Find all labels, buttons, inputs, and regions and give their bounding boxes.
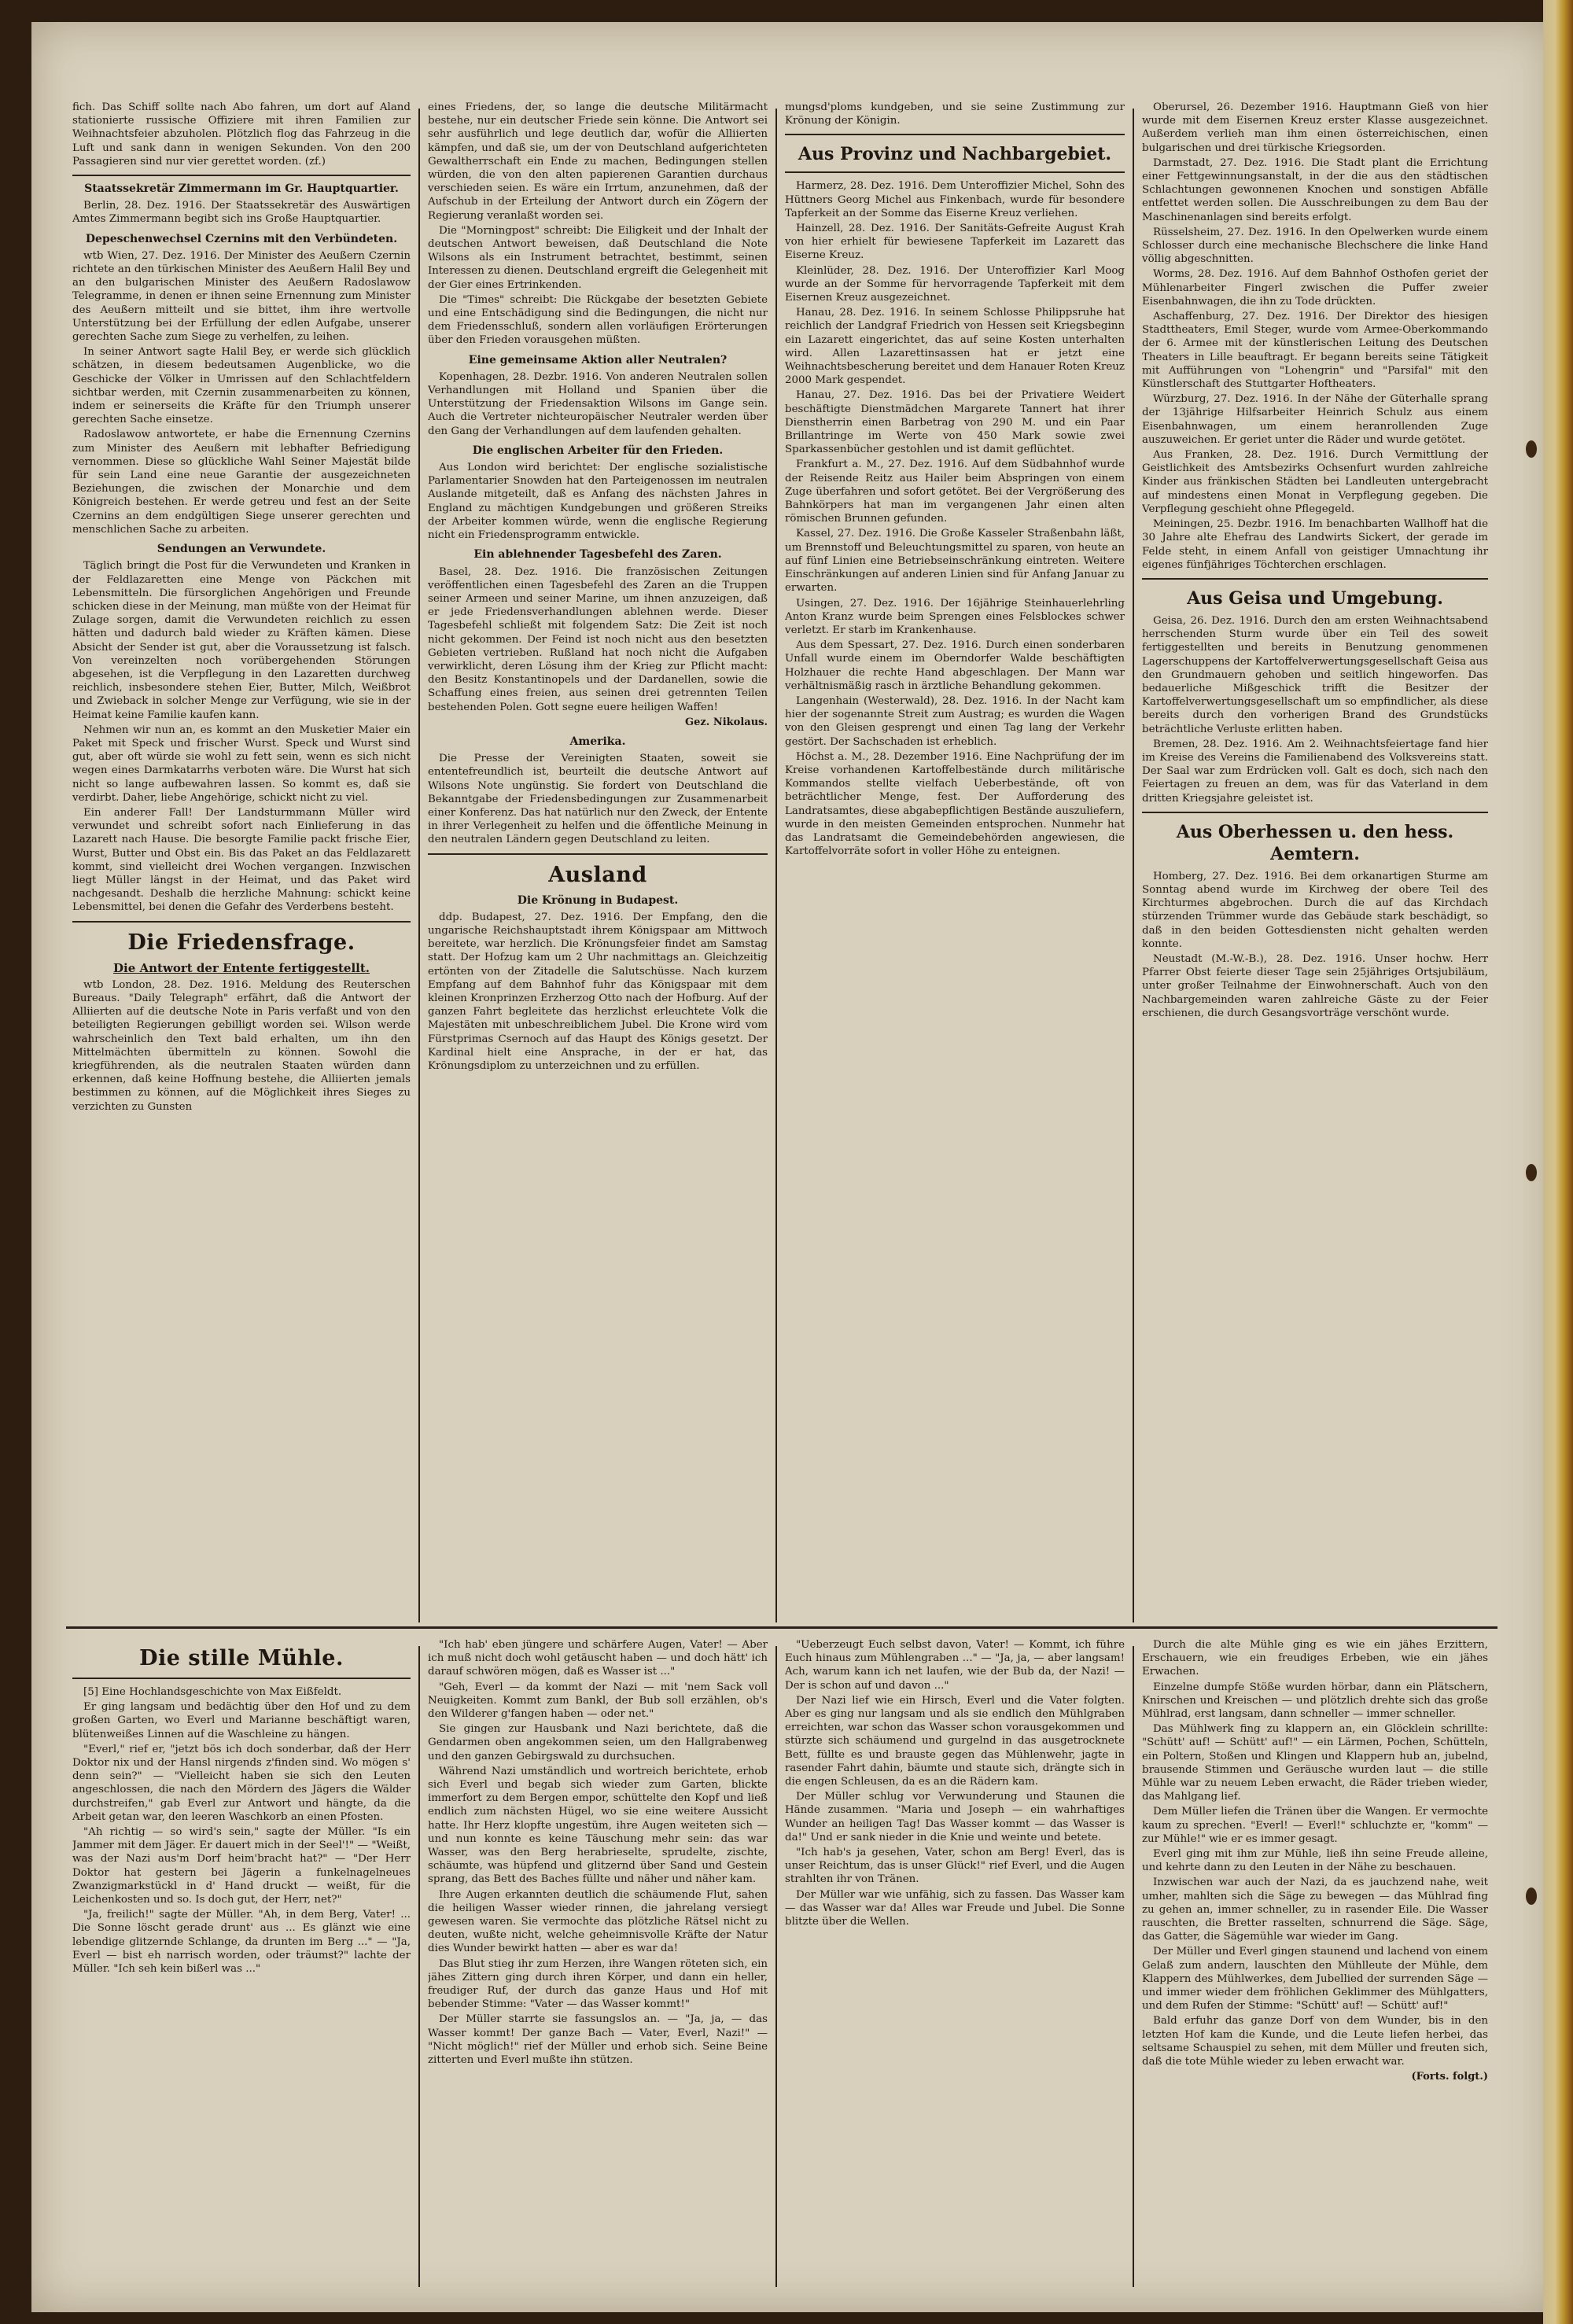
story-text: Inzwischen war auch der Nazi, da es jauchzend nahe, weit umher, mahlten sich die Säge zu bewegen — das Mühlrad fing zu gehen an, immer schneller, zu in rasender Eile. Die Wasser rauschten, die Bretter rasselten, schnurrend die Säge. Säge, das Gatter, die Sägemühle war wieder im Gang. xyxy=(1142,1877,1488,1943)
story-column-1 xyxy=(72,1638,411,2291)
headline: Die Krönung in Budapest. xyxy=(517,893,679,907)
story-title: Die stille Mühle. xyxy=(139,1646,344,1670)
article-text: Rüsselsheim, 27. Dez. 1916. In den Opelwerken wurde einem Schlosser durch eine mechanische Blechschere die linke Hand völlig abgeschnitten. xyxy=(1142,226,1488,266)
story-column-3 xyxy=(785,1638,1125,2291)
divider xyxy=(428,853,768,855)
column-rule xyxy=(1133,109,1134,1622)
signature: Gez. Nikolaus. xyxy=(685,716,768,728)
column-4 xyxy=(1142,101,1488,1622)
story-text: Ihre Augen erkannten deutlich die schäumende Flut, sahen die heiligen Wasser wieder rinnen, die jahrelang versiegt gewesen waren. Sie vermochte das plötzliche Rätsel nicht zu deuten, wußte nicht, welche geheimnisvolle Kräfte der Natur dies Wunder bewirkt hatten — aber es war da! xyxy=(428,1888,768,1955)
article-text: Aus dem Spessart, 27. Dez. 1916. Durch einen sonderbaren Unfall wurde einem im Oberndorfer Walde beschäftigten Holzhauer die rechte Hand abgeschlagen. Der Mann war verhältnismäßig rasch in ärztliche Behandlung gekommen. xyxy=(785,639,1125,692)
article-text: Würzburg, 27. Dez. 1916. In der Nähe der Güterhalle sprang der 13jährige Hilfsarbeiter Heinrich Schulz aus einem Eisenbahnwagen, um einem heranrollenden Zuge auszuweichen. Er geriet unter die Räder und wurde getötet. xyxy=(1142,393,1488,446)
headline: Eine gemeinsame Aktion aller Neutralen? xyxy=(468,353,728,366)
article-text: fich. Das Schiff sollte nach Abo fahren, um dort auf Aland stationierte russische Offiziere mit ihren Familien zur Weihnachtsfeier abzuholen. Plötzlich flog das Fahrzeug in die Luft und sank dann in wenigen Sekunden. Von den 200 Passagieren sind nur vier gerettet worden. (zf.) xyxy=(72,101,411,168)
story-text: Der Nazi lief wie ein Hirsch, Everl und die Vater folgten. Aber es ging nur langsam und als sie endlich den Mühlgraben erreichten, war schon das Wasser schon vorausgekommen und stürzte sich schäumend und gurgelnd in das ausgetrocknete Bett, füllte es und brauste gegen das Mühlenwehr, jagte in rasender Fahrt dahin, bäumte und staute sich, drängte sich in die engen Schleusen, da es an die Rädern kam. xyxy=(785,1694,1125,1788)
article-text: Nehmen wir nun an, es kommt an den Musketier Maier ein Paket mit Speck und frischer Wurst. Speck und Wurst sind gut, aber oft würde sie wohl zu fett sein, wenn es sich nicht wegen eines Darmkatarrhs verboten wäre. Die Wurst hat sich nicht so lange aufbewahren lassen. So kommt es, daß sie verdirbt. Daher, liebe Angehörige, schickt nicht zu viel. xyxy=(72,724,411,804)
article-text: Kassel, 27. Dez. 1916. Die Große Kasseler Straßenbahn läßt, um Brennstoff und Beleuchtungsmittel zu sparen, von heute an auf fünf Linien eine Betriebseinschränkung eintreten. Weitere Einschränkungen auf anderen Linien sind für Anfang Januar zu erwarten. xyxy=(785,528,1125,595)
story-text: Einzelne dumpfe Stöße wurden hörbar, dann ein Plätschern, Knirschen und Kreischen — und plötzlich drehte sich das große Mühlrad, erst langsam, dann schneller — immer schneller. xyxy=(1142,1681,1488,1721)
binding-hole xyxy=(1526,440,1537,458)
divider xyxy=(72,1678,411,1679)
article-text: eines Friedens, der, so lange die deutsche Militärmacht bestehe, nur ein deutscher Friede sein könne. Die Antwort sei sehr ausführlich und lege deutlich dar, wofür die Alliierten kämpfen, und daß sie, um der von Deutschland aufgerichteten Gewaltherrschaft ein Ende zu machen, Bedingungen stellen würden, die von den alten papierenen Garantien durchaus verschieden seien. Es wäre ein Irrtum, anzunehmen, daß der Aufschub in der Erteilung der Antwort durch ein Zögern der Regierung veranlaßt worden sei. xyxy=(428,101,768,222)
story-text: Sie gingen zur Hausbank und Nazi berichtete, daß die Gendarmen oben angekommen seien, um den Hallgrabenweg und den ganzen Gebirgswald zu durchsuchen. xyxy=(428,1723,768,1762)
article-text: Höchst a. M., 28. Dezember 1916. Eine Nachprüfung der im Kreise vorhandenen Kartoffelbestände durch militärische Kommandos stellte vielfach Ueberbestände, oft von beträchtlicher Menge, fest. Der Aufforderung des Landratsamtes, diese abgabepflichtigen Bestände auszuliefern, wurde in den meisten Gemeinden entsprochen. Nunmehr hat das Landratsamt die Gemeindebehörden angewiesen, die Kartoffelvorräte sofort in voller Höhe zu enteignen. xyxy=(785,750,1125,858)
divider xyxy=(785,134,1125,135)
story-text: Dem Müller liefen die Tränen über die Wangen. Er vermochte kaum zu sprechen. "Everl! — Everl!" schluchzte er, "komm" — zur Mühle!" wie er es immer gesagt. xyxy=(1142,1806,1488,1845)
article-text: Basel, 28. Dez. 1916. Die französischen Zeitungen veröffentlichen einen Tagesbefehl des Zaren an die Truppen seiner Armeen und seiner Marine, um ihnen anzuzeigen, daß er jede Friedensverhandlungen ablehnen werde. Dieser Tagesbefehl schließt mit folgendem Satz: Die Zeit ist noch nicht gekommen. Der Feind ist noch nicht aus den besetzten Gebieten vertrieben. Rußland hat noch nicht die Aufgaben verwirklicht, deren Lösung ihm der Krieg zur Pflicht macht: den Besitz Konstantinopels und der Dardanellen, sowie die Schaffung eines freien, aus seinen drei getrennten Teilen bestehenden Polen. Gott segne euere heiligen Waffen! xyxy=(428,565,768,713)
divider xyxy=(1142,812,1488,813)
column-3 xyxy=(785,101,1125,1622)
story-text: [5] Eine Hochlandsgeschichte von Max Eißfeldt. xyxy=(83,1686,342,1698)
headline: Staatssekretär Zimmermann im Gr. Hauptquartier. xyxy=(84,182,399,196)
section-headline: Aus Oberhessen u. den hess. Aemtern. xyxy=(1176,821,1454,864)
story-text: Durch die alte Mühle ging es wie ein jähes Erzittern, Erschauern, wie ein freudiges Erbeben, wie ein jähes Erwachen. xyxy=(1142,1639,1488,1678)
article-text: Frankfurt a. M., 27. Dez. 1916. Auf dem Südbahnhof wurde der Reisende Reitz aus Hailer beim Abspringen von einem Zuge überfahren und sofort getötet. Bei der Vergrößerung des Bahnkörpers hat man im vergangenen Jahr einen alten römischen Brunnen gefunden. xyxy=(785,459,1125,525)
article-text: Hanau, 28. Dez. 1916. In seinem Schlosse Philippsruhe hat reichlich der Landgraf Friedrich von Hessen seit Kriegsbeginn ein Lazarett eingerichtet, das auf seine Kosten unterhalten wird. Allen Lazarettinsassen hat er jetzt eine Weihnachtsbescherung bereitet und dem Hanauer Roten Kreuz 2000 Mark gespendet. xyxy=(785,307,1125,387)
column-rule xyxy=(418,1646,420,2287)
article-text: Die Presse der Vereinigten Staaten, soweit sie ententefreundlich ist, beurteilt die deutsche Antwort auf Wilsons Note ungünstig. Sie fordert von Deutschland die Bekanntgabe der Friedensbedingungen zur Zusammenarbeit einer Konferenz. Das hat natürlich nur den Zweck, der Entente in ihrer Verlegenheit zu helfen und die öffentliche Meinung in den neutralen Ländern gegen Deutschland zu leiten. xyxy=(428,753,768,846)
article-text: Aus London wird berichtet: Der englische sozialistische Parlamentarier Snowden hat den Parteigenossen im neutralen Auslande mitgeteilt, daß es Anfang des nächsten Jahres in England zu mächtigen Kundgebungen und größeren Streiks der Arbeiter kommen würde, wenn die englische Regierung nicht ein Friedensprogramm entwickle. xyxy=(428,462,768,542)
section-headline: Ausland xyxy=(548,862,647,887)
story-text: "Ja, freilich!" sagte der Müller. "Ah, in dem Berg, Vater! ... Die Sonne löscht gerade drunt' aus ... Es glänzt wie eine lebendige glitzernde Schlange, da drunten im Berg ..." — "Ja, Everl — bist eh narrisch worden, oder träumst?" lachte der Müller. "Ich seh kein bißerl was ..." xyxy=(72,1909,411,1976)
headline: Depeschenwechsel Czernins mit den Verbündeten. xyxy=(85,232,398,245)
story-text: Er ging langsam und bedächtig über den Hof und zu dem großen Garten, wo Everl und Marianne beschäftigt waren, blütenweißes Linnen auf die Waschleine zu hängen. xyxy=(72,1701,411,1740)
headline: Sendungen an Verwundete. xyxy=(157,543,326,556)
story-text: Während Nazi umständlich und wortreich berichtete, erhob sich Everl und begab sich wieder zum Garten, blickte immerfort zu dem Bergen empor, schüttelte den Kopf und ließ endlich zum nächsten Hügel, wo sie eine weitere Aussicht hatte. Ihr Herz klopfte ungestüm, ihre Augen weiteten sich — und nun konnte es keine Täuschung mehr sein: das war Wasser, was den Berg herabrieselte, sprudelte, zischte, schäumte, was hüpfend und glitzernd über Sand und Gestein sprang, das Bett des Baches füllte und näher und näher kam. xyxy=(428,1765,768,1886)
article-text: Kleinlüder, 28. Dez. 1916. Der Unteroffizier Karl Moog wurde an der Somme für hervorragende Tapferkeit mit dem Eisernen Kreuz ausgezeichnet. xyxy=(785,264,1125,304)
article-text: wtb London, 28. Dez. 1916. Meldung des Reuterschen Bureaus. "Daily Telegraph" erfährt, daß die Antwort der Alliierten auf die deutsche Note in Paris verfaßt und von den beteiligten Regierungen gebilligt worden sei. Wilson werde wahrscheinlich den Text bald erhalten, um ihn den Mittelmächten übermitteln zu können. Sowohl die kriegführenden, als die neutralen Staaten würden dann erkennen, daß keine Hoffnung bestehe, die Alliierten jemals bestimmen zu können, auf die Möglichkeit ihres Sieges zu verzichten zu Gunsten xyxy=(72,978,411,1113)
newspaper-page xyxy=(31,22,1553,2312)
article-text: wtb Wien, 27. Dez. 1916. Der Minister des Aeußern Czernin richtete an den türkischen Minister des Aeußern Halil Bey und an den bulgarischen Minister des Aeußern Radoslawow Telegramme, in denen er ihnen seine Ernennung zum Minister des Aeußern mitteilt und sie bittet, ihm ihre wertvolle Unterstützung bei der Erfüllung der edlen Aufgabe, unserer gerechten Sache zum Siege zu verhelfen, zu leihen. xyxy=(72,249,411,344)
story-column-2 xyxy=(428,1638,768,2291)
article-text: Kopenhagen, 28. Dezbr. 1916. Von anderen Neutralen sollen Verhandlungen mit Holland und Spanien über die Unterstützung der Friedensaktion Wilsons im Gange sein. Auch die Vertreter nichteuropäischer Neutraler werden über den Gang der Verhandlungen auf dem laufenden gehalten. xyxy=(428,370,768,437)
story-text: Everl ging mit ihm zur Mühle, ließ ihn seine Freude alleine, und kehrte dann zu den Leuten in der Nähe zu beschauen. xyxy=(1142,1848,1488,1874)
serial-story xyxy=(31,1638,1553,2299)
section-headline: Aus Provinz und Nachbargebiet. xyxy=(798,144,1112,165)
column-rule xyxy=(1133,1646,1134,2287)
story-text: "Everl," rief er, "jetzt bös ich doch sonderbar, daß der Herr Doktor nix und der Hansl nirgends z'finden sind. Wo mögen s' denn sein?" — "Vielleicht haben sie sich den Leuten angeschlossen, die nach den Mördern des Jägers die Wälder durchstreifen," gab Everl zur Antwort und hängte, da die Arbeit getan war, den leeren Waschkorb an einen Pfosten. xyxy=(72,1743,411,1823)
column-2 xyxy=(428,101,768,1622)
article-text: Worms, 28. Dez. 1916. Auf dem Bahnhof Osthofen geriet der Mühlenarbeiter Fingerl zwischen die Puffer zweier Eisenbahnwagen, die ihn zu Tode drückten. xyxy=(1142,268,1488,308)
article-text: Bremen, 28. Dez. 1916. Am 2. Weihnachtsfeiertage fand hier im Kreise des Vereins die Familienabend des Volksvereins statt. Der Saal war zum Erdrücken voll. Galt es doch, sich nach den Feiertagen zu freuen an dem, was für das Vaterland in dem dritten Kriegsjahre geleistet ist. xyxy=(1142,738,1488,805)
section-headline: Die Friedensfrage. xyxy=(127,930,355,955)
article-text: Darmstadt, 27. Dez. 1916. Die Stadt plant die Errichtung einer Fettgewinnungsanstalt, in der die aus den städtischen Schlachtungen gewonnenen Knochen und sonstigen Abfälle entfettet werden sollen. Die Ausschreibungen zu dem Bau der Maschinenanlagen sind bereits erfolgt. xyxy=(1142,157,1488,223)
continued-note: (Forts. folgt.) xyxy=(1411,2071,1488,2083)
story-text: Das Mühlwerk fing zu klappern an, ein Glöcklein schrillte: "Schütt' auf! — Schütt' auf!" — ein Lärmen, Pochen, Schütteln, ein Poltern, Stoßen und Klingen und Klappern hub an, jubelnd, brausende Stimmen und Geräusche wurden laut — die stille Mühle war zu neuem Leben erwacht, die Räder trieben wieder, das Mahlgang lief. xyxy=(1142,1723,1488,1803)
article-text: In seiner Antwort sagte Halil Bey, er werde sich glücklich schätzen, in diesem bedeutsamen Augenblicke, wo die Geschicke der Völker in Umrissen auf den Schlachtfeldern sichtbar werden, mit Czernin zusammenarbeiten zu können, indem er seinerseits die Kräfte für den Triumph unserer gerechten Sache einsetze. xyxy=(72,346,411,426)
article-text: Oberursel, 26. Dezember 1916. Hauptmann Gieß von hier wurde mit dem Eisernen Kreuz erster Klasse ausgezeichnet. Außerdem verlieh man ihm einen österreichischen, einen bulgarischen und drei türkische Kriegsorden. xyxy=(1142,101,1488,154)
story-separator xyxy=(66,1626,1497,1629)
article-text: Usingen, 27. Dez. 1916. Der 16jährige Steinhauerlehrling Anton Kranz wurde beim Sprengen eines Felsblockes schwer verletzt. Er starb im Krankenhause. xyxy=(785,597,1125,636)
article-text: Hainzell, 28. Dez. 1916. Der Sanitäts-Gefreite August Krah von hier erhielt für bewiesene Tapferkeit im Lazarett das Eiserne Kreuz. xyxy=(785,223,1125,262)
story-text: "Ueberzeugt Euch selbst davon, Vater! — Kommt, ich führe Euch hinaus zum Mühlengraben ..." — "Ja, ja, — aber langsam! Ach, warum kann ich net laufen, wie der Bub da, der Nazi! — Der is schon auf und davon ..." xyxy=(785,1639,1125,1692)
binding-hole xyxy=(1526,1888,1537,1905)
headline: Ein ablehnender Tagesbefehl des Zaren. xyxy=(473,548,722,562)
article-text: Die "Morningpost" schreibt: Die Eiligkeit und der Inhalt der deutschen Antwort beweisen, daß Deutschland die Note Wilsons als ein Instrument betrachtet, bestimmt, seinen Interessen zu dienen. Deutschland ergreift die Gelegenheit mit der Gier eines Ertrinkenden. xyxy=(428,224,768,291)
headline: Amerika. xyxy=(569,735,626,748)
story-text: "Ich hab's ja gesehen, Vater, schon am Berg! Everl, das is unser Reichtum, das is unser Glück!" rief Everl, und die Augen strahlten ihr von Tränen. xyxy=(785,1847,1125,1886)
divider xyxy=(785,171,1125,173)
story-text: Der Müller starrte sie fassungslos an. — "Ja, ja, — das Wasser kommt! Der ganze Bach — Vater, Everl, Nazi!" — "Nicht möglich!" rief der Müller und erhob sich. Seine Beine zitterten und Everl mußte ihn stützen. xyxy=(428,2013,768,2067)
divider xyxy=(72,921,411,923)
story-text: Bald erfuhr das ganze Dorf von dem Wunder, bis in den letzten Hof kam die Kunde, und die Leute liefen herbei, das seltsame Schauspiel zu sehen, mit dem Müller und freuten sich, daß die tote Mühle wieder zu leben erwacht war. xyxy=(1142,2015,1488,2068)
article-text: Aus Franken, 28. Dez. 1916. Durch Vermittlung der Geistlichkeit des Amtsbezirks Ochsenfurt wurden zahlreiche Kinder aus fränkischen Städten bei Landleuten untergebracht auf mindestens einen Monat in Verpflegung gegeben. Die Verpflegung geschieht ohne Pflegegeld. xyxy=(1142,449,1488,515)
section-headline: Aus Geisa und Umgebung. xyxy=(1187,587,1443,609)
binding-hole xyxy=(1526,1164,1537,1181)
story-text: Der Müller schlug vor Verwunderung und Staunen die Hände zusammen. "Maria und Joseph — ein wahrhaftiges Wunder an heiligen Tag! Das Wasser kommt — das Wasser is da!" Und er sank nieder in die Knie und weinte und betete. xyxy=(785,1791,1125,1843)
article-text: Ein anderer Fall! Der Landsturmmann Müller wird verwundet und schreibt sofort nach Einlieferung in das Lazarett nach Hause. Die besorgte Familie packt frische Eier, Wurst, Butter und Obst ein. Bis das Paket an das Feldlazarett kommt, sind vielleicht drei Wochen vergangen. Inzwischen liegt Müller längst in der Heimat, und das Paket wird nachgesandt. Deshalb die herzliche Mahnung: schickt keine Lebensmittel, bei denen die Gefahr des Verderbens besteht. xyxy=(72,806,411,914)
story-text: Das Blut stieg ihr zum Herzen, ihre Wangen röteten sich, ein jähes Zittern ging durch ihren Körper, und dann ein heller, freudiger Ruf, der durch das ganze Haus und Hof mit bebender Stimme: "Vater — das Wasser kommt!" xyxy=(428,1958,768,2011)
article-text: Langenhain (Westerwald), 28. Dez. 1916. In der Nacht kam hier der sogenannte Streit zum Austrag; es wurden die Wagen von den Gleisen gesprengt und einen Tag lang der Verkehr gestört. Der Sachschaden ist erheblich. xyxy=(785,694,1125,748)
article-text: Geisa, 26. Dez. 1916. Durch den am ersten Weihnachtsabend herrschenden Sturm wurde über ein Teil des soweit fertiggestellten und bereits in Benutzung genommenen Lagerschuppens der Kartoffelverwertungsgesellschaft Geisa aus den Grundmauern gehoben und seitlich hingeworfen. Das bedauerliche Mißgeschick trifft die Besitzer der Kartoffelverwertungsgesellschaft um so empfindlicher, als diese bereits durch den vorherigen Brand des Grundstücks beträchtliche Verluste erlitten haben. xyxy=(1142,614,1488,735)
story-text: Der Müller und Everl gingen staunend und lachend von einem Gelaß zum andern, lauschten den Mühlleute der Mühle, dem Klappern des Mühlwerkes, dem Jubellied der surrenden Säge — und immer wieder dem fröhlichen Geklimmer des Mühlgatters, und dem Rufen der Stimme: "Schütt' auf! — Schütt' auf!" xyxy=(1142,1946,1488,2013)
column-1 xyxy=(72,101,411,1622)
article-text: ddp. Budapest, 27. Dez. 1916. Der Empfang, den die ungarische Reichshauptstadt ihrem Königspaar am Mittwoch bereitete, war herzlich. Die Krönungsfeier findet am Samstag statt. Der Hofzug kam um 2 Uhr nachmittags an. Gleichzeitig ertönten von der Zitadelle die Salutschüsse. Nach kurzem Empfang auf dem Bahnhof fuhr das Königspaar mit dem kleinen Kronprinzen Erzherzog Otto nach der Hofburg. Auf der ganzen Fahrt begleitete das herzlichst erleuchtete Volk die Majestäten mit unbeschreiblichem Jubel. Die Krone wird vom Fürstprimas Csernoch auf das Haupt des Königs gesetzt. Der Kardinal hielt eine Ansprache, in der er hat, das Krönungsdiplom zu unterzeichnen und zu erfüllen. xyxy=(428,911,768,1072)
divider xyxy=(72,175,411,176)
article-text: Täglich bringt die Post für die Verwundeten und Kranken in der Feldlazaretten eine Menge von Päckchen mit Lebensmitteln. Die fürsorglichen Angehörigen und Freunde schicken diese in der Meinung, man müßte von der Heimat für Zulage sorgen, damit die Verwundeten reichlich zu essen hätten und dadurch bald wieder zu Kräften kämen. Diese Absicht der Sender ist gut, aber die Voraussetzung ist falsch. Von vereinzelten noch vorübergehenden Störungen abgesehen, ist die Verpflegung in den Lazaretten durchweg reichlich, insbesondere stehen Eier, Butter, Milch, Weißbrot und Zwieback in solcher Menge zur Verfügung, wie sie in der Heimat keine Familie kaufen kann. xyxy=(72,560,411,721)
headline: Die Antwort der Entente fertiggestellt. xyxy=(113,960,370,975)
page-edge xyxy=(1543,0,1573,2324)
story-text: "Ich hab' eben jüngere und schärfere Augen, Vater! — Aber ich muß nicht doch wohl getäuscht haben — und doch hätt' ich darauf schwören mögen, daß es Wasser ist ..." xyxy=(428,1639,768,1678)
divider xyxy=(1142,578,1488,580)
article-text: Meiningen, 25. Dezbr. 1916. Im benachbarten Wallhoff hat die 30 Jahre alte Ehefrau des Landwirts Sickert, der gerade im Felde steht, in einem Anfall von geistiger Umnachtung ihr eigenes fünfjähriges Töchterchen erschlagen. xyxy=(1142,518,1488,571)
article-text: mungsd'ploms kundgeben, und sie seine Zustimmung zur Krönung der Königin. xyxy=(785,101,1125,127)
column-rule xyxy=(775,1646,777,2287)
column-rule xyxy=(418,109,420,1622)
article-text: Die "Times" schreibt: Die Rückgabe der besetzten Gebiete und eine Entschädigung sind die Bedingungen, die nicht nur dem Friedensschluß, sondern allen vorläufigen Erörterungen über den Frieden vorausgehen müßten. xyxy=(428,293,768,347)
story-text: "Geh, Everl — da kommt der Nazi — mit 'nem Sack voll Neuigkeiten. Kommt zum Bankl, der Bub soll erzählen, ob's den Wilderer g'fangen haben — oder net." xyxy=(428,1681,768,1721)
article-text: Neustadt (M.-W.-B.), 28. Dez. 1916. Unser hochw. Herr Pfarrer Obst feierte dieser Tage sein 25jähriges Ortsjubiläum, unter großer Teilnahme der Einwohnerschaft. Auch von den Nachbargemeinden waren zahlreiche Gäste zu der Feier erschienen, die durch Gesangsvorträge verschönt wurde. xyxy=(1142,952,1488,1019)
article-text: Hanau, 27. Dez. 1916. Das bei der Privatiere Weidert beschäftigte Dienstmädchen Margarete Tannert hat ihrer Dienstherrin einen Barbetrag von 290 M. und ein Paar Brillantringe im Werte von 450 Mark sowie zwei Sparkassenbücher gestohlen und ist damit geflüchtet. xyxy=(785,389,1125,456)
article-text: Radoslawow antwortete, er habe die Ernennung Czernins zum Minister des Aeußern mit lebhafter Befriedigung vernommen. Diese so glückliche Wahl Seiner Majestät bilde für sein Land eine neue Garantie der ausgezeichneten Beziehungen, die zwischen der Monarchie und dem Königreich bestehen. Er werde getreu und fest an der Seite Czernins an dem endgültigen Siege unserer gerechten und menschlichen Sache zu arbeiten. xyxy=(72,429,411,536)
column-rule xyxy=(775,109,777,1622)
story-text: Der Müller war wie unfähig, sich zu fassen. Das Wasser kam — das Wasser war da! Alles war Freude und Jubel. Die Sonne blitzte über die Wellen. xyxy=(785,1888,1125,1928)
article-text: Aschaffenburg, 27. Dez. 1916. Der Direktor des hiesigen Stadttheaters, Emil Steger, wurde vom Armee-Oberkommando der 6. Armee mit der künstlerischen Leitung des Deutschen Theaters in Lille beauftragt. Er begann bereits seine Tätigkeit mit Aufführungen von "Lohengrin" und "Parsifal" mit den Künstlerschaft des Stuttgarter Hoftheaters. xyxy=(1142,311,1488,391)
headline: Die englischen Arbeiter für den Frieden. xyxy=(472,444,724,457)
article-columns xyxy=(31,22,1553,2312)
story-column-4 xyxy=(1142,1638,1488,2291)
story-text: "Ah richtig — so wird's sein," sagte der Müller. "Is ein Jammer mit dem Jäger. Er dauert mich in der Seel'!" — "Weißt, was der Nazi aus'm Dorf heim'bracht hat?" — "Der Herr Doktor hat gestern bei Jägerin a funkelnagelneues Zwanzigmarkstückl in d' Hand druckt — weißt, für die Leichenkosten und so. Is doch gut, der Herr, net?" xyxy=(72,1826,411,1906)
article-text: Harmerz, 28. Dez. 1916. Dem Unteroffizier Michel, Sohn des Hüttners Georg Michel aus Finkenbach, wurde für besondere Tapferkeit an der Somme das Eiserne Kreuz verliehen. xyxy=(785,180,1125,219)
article-text: Homberg, 27. Dez. 1916. Bei dem orkanartigen Sturme am Sonntag abend wurde im Kirchweg der obere Teil des Kirchturmes abgebrochen. Durch die auf das Kirchdach stürzenden Trümmer wurde das Gebäude stark beschädigt, so daß in den beiden Gottesdiensten nicht gehalten werden konnte. xyxy=(1142,870,1488,950)
article-text: Berlin, 28. Dez. 1916. Der Staatssekretär des Auswärtigen Amtes Zimmermann begibt sich ins Große Hauptquartier. xyxy=(72,200,411,226)
